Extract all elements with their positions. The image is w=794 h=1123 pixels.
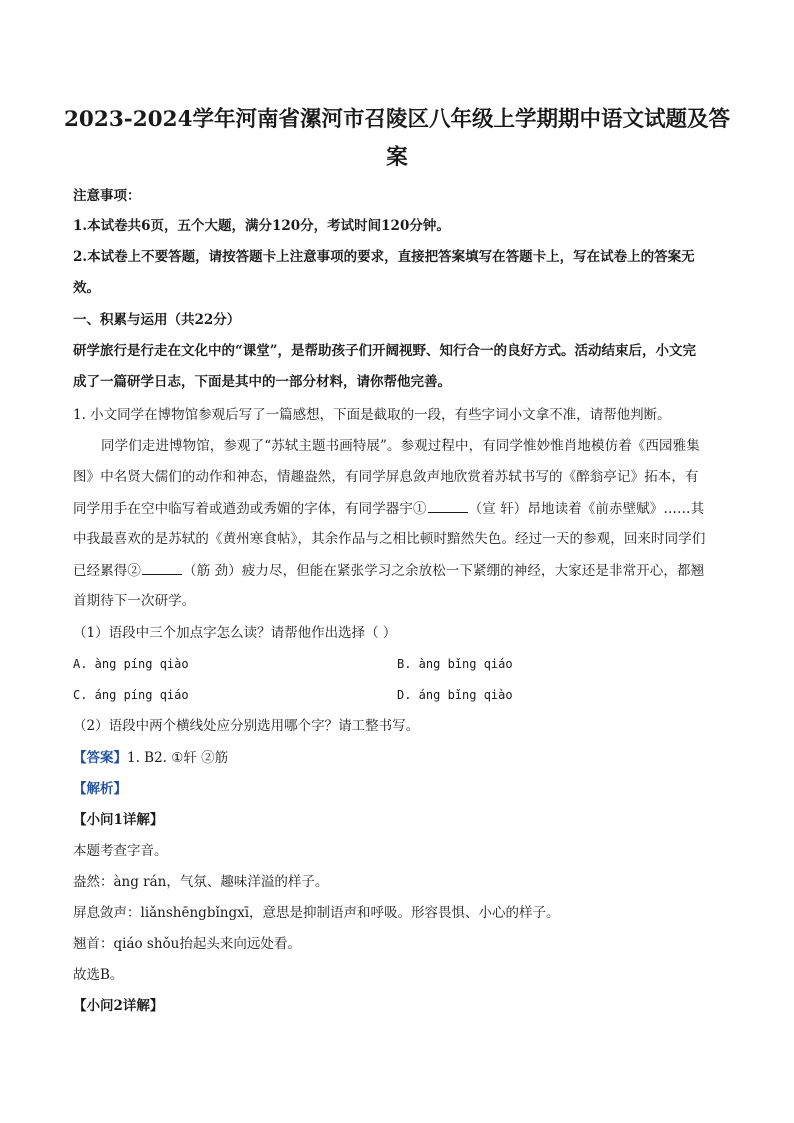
notice-item-1: 1.本试卷共6页，五个大题，满分120分，考试时间120分钟。: [73, 218, 450, 234]
passage-line4: 中我最喜欢的是苏轼的《黄州寒食帖》，其余作品与之相比顿时黯然失色。经过一天的参观，回来时同学们: [73, 531, 706, 547]
passage-line3-head: 同学用手在空中临写着或遒劲或秀媚的字体，有同学器宇: [73, 501, 413, 517]
notice-heading: 注意事项：: [73, 188, 141, 204]
passage-line2: 图》中名贤大儒们的动作和神态，情趣盎然，有同学屏息敛声地欣赏着苏轼书写的《醉翁亭记》拓本，有: [73, 469, 699, 485]
option-a: A. àng píng qiào: [73, 657, 189, 671]
blank-1: [428, 498, 468, 513]
blank-2-mark: ②: [127, 563, 142, 579]
analysis-subquestion-1-label: 【小问1详解】: [73, 812, 164, 828]
notice-item-2-line1: 2.本试卷上不要答题，请按答题卡上注意事项的要求，直接把答案填写在答题卡上，写在试卷上的答案无: [73, 249, 695, 265]
question1-stem: 1. 小文同学在博物馆参观后写了一篇感想，下面是截取的一段，有些字词小文拿不准，请帮他判断。: [73, 407, 671, 423]
option-b: B. àng bǐng qiáo: [397, 657, 513, 671]
passage-line3: [73, 498, 733, 519]
analysis-line3: 屏息敛声：liǎnshēngbǐngxī，意思是抑制语声和呼吸。形容畏惧、小心的样子。: [73, 905, 560, 921]
blank-2: [142, 560, 182, 575]
section1-heading: 一、积累与运用（共22分）: [73, 312, 241, 328]
document-title-line2: 案: [386, 145, 408, 170]
blank-1-mark: ①: [413, 501, 427, 517]
blank-1-choice: （宣 轩）: [468, 501, 528, 517]
passage-line5-head: 已经累得: [73, 563, 128, 579]
analysis-line1: 本题考查字音。: [73, 843, 168, 859]
answer-label: 【答案】: [73, 750, 127, 766]
analysis-line5: 故选B。: [73, 967, 124, 983]
section1-intro-line1: 研学旅行是行走在文化中的“课堂”，是帮助孩子们开阔视野、知行合一的良好方式。活动结束后，小文完: [73, 343, 697, 359]
document-title-line1: 2023-2024学年河南省漯河市召陵区八年级上学期期中语文试题及答: [63, 107, 731, 132]
analysis-line2: 盎然：àng rán，气氛、趣味洋溢的样子。: [73, 874, 329, 890]
passage-line5-tail: 疲力尽，但能在紧张学习之余放松一下紧绷的神经，大家还是非常开心，都翘: [241, 563, 705, 579]
passage-line6: 首期待下一次研学。: [73, 593, 196, 609]
subquestion-2: （2）语段中两个横线处应分别选用哪个字？请工整书写。: [73, 718, 420, 734]
answer-text: 1. B2. ①轩 ②筋: [127, 750, 229, 766]
analysis-line4: 翘首：qiáo shǒu抬起头来向远处看。: [73, 936, 301, 952]
subquestion-1: （1）语段中三个加点字怎么读？请帮他作出选择（ ）: [73, 625, 397, 641]
analysis-subquestion-2-label: 【小问2详解】: [73, 998, 164, 1014]
option-c: C. áng píng qiáo: [73, 688, 189, 702]
passage-line5: [73, 560, 733, 581]
answer-line: [73, 748, 733, 768]
analysis-label: 【解析】: [73, 781, 127, 797]
notice-item-2-line2: 效。: [73, 280, 100, 296]
passage-line3-tail: 昂地读着《前赤壁赋》……其: [527, 501, 705, 517]
section1-intro-line2: 成了一篇研学日志，下面是其中的一部分材料，请你帮他完善。: [73, 374, 451, 390]
passage-line1: 同学们走进博物馆，参观了“苏轼主题书画特展”。参观过程中，有同学惟妙惟肖地模仿着《西园雅集: [101, 438, 700, 454]
blank-2-choice: （筋 劲）: [183, 563, 242, 579]
option-d: D. áng bǐng qiào: [397, 688, 513, 702]
